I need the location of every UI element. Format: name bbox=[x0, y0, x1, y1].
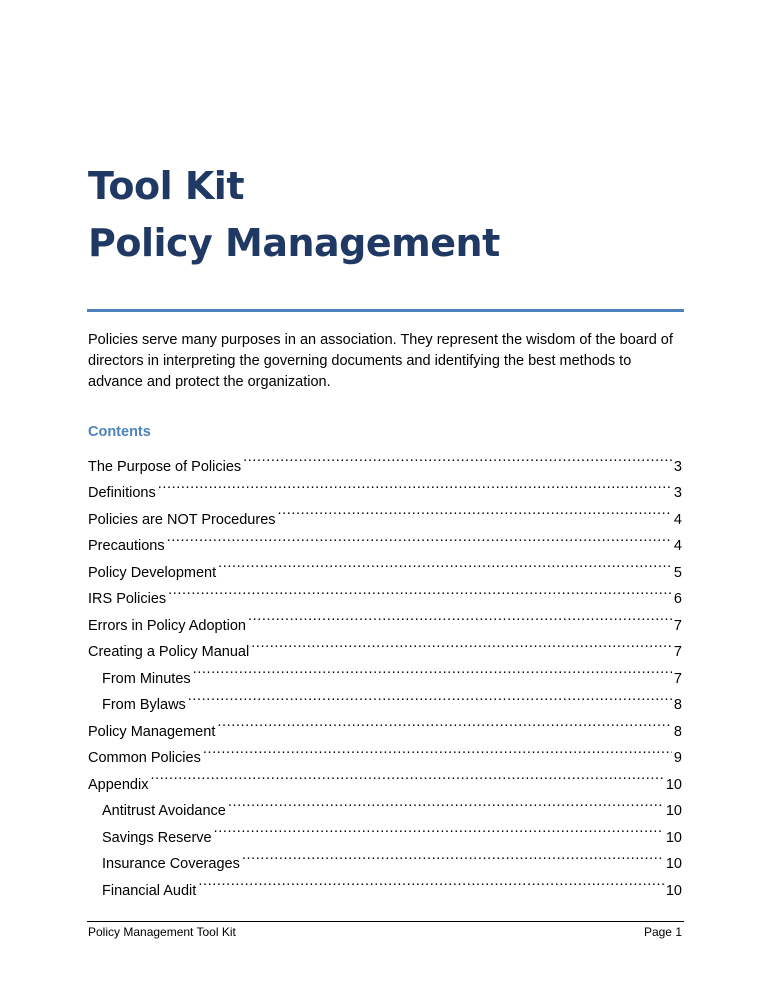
toc-dot-leader bbox=[218, 550, 672, 577]
toc-entry-label: From Bylaws bbox=[102, 697, 186, 713]
toc-entry-page: 10 bbox=[665, 829, 682, 846]
toc-entry[interactable] bbox=[88, 577, 682, 607]
toc-dot-leader bbox=[228, 789, 664, 816]
footer-divider bbox=[87, 921, 684, 922]
toc-entry-page: 8 bbox=[673, 697, 682, 713]
toc-dot-leader bbox=[167, 524, 672, 551]
toc-entry[interactable] bbox=[88, 789, 682, 819]
toc-entry-label: Precautions bbox=[88, 538, 165, 554]
document-title bbox=[88, 158, 688, 272]
toc-dot-leader bbox=[217, 709, 672, 736]
toc-dot-leader bbox=[188, 683, 672, 710]
toc-entry-page: 10 bbox=[665, 776, 682, 793]
toc-entry-label: Policy Management bbox=[88, 723, 216, 740]
toc-entry-label: The Purpose of Policies bbox=[88, 458, 242, 475]
toc-entry[interactable] bbox=[88, 471, 682, 501]
title-line-2: Policy Management bbox=[88, 221, 500, 265]
toc-entry-page: 3 bbox=[673, 485, 682, 501]
toc-entry-label: Savings Reserve bbox=[102, 829, 212, 846]
toc-entry-label: Insurance Coverages bbox=[102, 856, 240, 872]
toc-entry-page: 6 bbox=[673, 591, 682, 607]
toc-dot-leader bbox=[214, 815, 664, 842]
toc-dot-leader bbox=[242, 842, 664, 869]
toc-entry-label: Antitrust Avoidance bbox=[102, 803, 226, 819]
toc-entry-page: 4 bbox=[673, 511, 682, 528]
toc-dot-leader bbox=[203, 736, 672, 763]
toc-dot-leader bbox=[168, 577, 672, 604]
toc-dot-leader bbox=[198, 868, 664, 895]
toc-entry-page: 7 bbox=[673, 670, 682, 687]
footer-title: Policy Management Tool Kit bbox=[88, 925, 236, 939]
toc-entry-page: 3 bbox=[673, 458, 682, 475]
toc-entry[interactable] bbox=[88, 762, 682, 793]
toc-entry-page: 9 bbox=[673, 750, 682, 766]
toc-entry-label: IRS Policies bbox=[88, 591, 167, 607]
toc-entry[interactable] bbox=[88, 524, 682, 554]
toc-entry-label: Errors in Policy Adoption bbox=[88, 617, 246, 634]
toc-entry-page: 10 bbox=[665, 803, 682, 819]
toc-dot-leader bbox=[193, 656, 672, 683]
toc-entry-page: 4 bbox=[673, 538, 682, 554]
toc-entry-label: Policies are NOT Procedures bbox=[88, 511, 276, 528]
toc-entry-label: Financial Audit bbox=[102, 882, 197, 899]
toc-dot-leader bbox=[158, 471, 672, 498]
toc-entry-page: 10 bbox=[665, 882, 682, 899]
toc-dot-leader bbox=[278, 497, 672, 524]
toc-entry-page: 8 bbox=[673, 723, 682, 740]
table-of-contents bbox=[88, 444, 682, 899]
title-line-1: Tool Kit bbox=[88, 164, 244, 208]
toc-entry[interactable] bbox=[88, 550, 682, 581]
toc-entry-label: Definitions bbox=[88, 485, 156, 501]
title-divider bbox=[87, 309, 684, 312]
toc-entry-page: 7 bbox=[673, 617, 682, 634]
toc-entry[interactable] bbox=[88, 444, 682, 475]
toc-entry-label: Creating a Policy Manual bbox=[88, 644, 250, 660]
toc-entry-page: 7 bbox=[673, 644, 682, 660]
footer-page-number: Page 1 bbox=[643, 925, 682, 939]
toc-dot-leader bbox=[251, 630, 672, 657]
toc-dot-leader bbox=[150, 762, 663, 789]
toc-entry[interactable] bbox=[88, 497, 682, 528]
intro-paragraph: Policies serve many purposes in an association. They represent the wisdom of the board of directors in interpreting the governing documents and identifying the best methods to advance and protect the organization. bbox=[88, 332, 673, 390]
toc-entry-label: Appendix bbox=[88, 776, 149, 793]
toc-entry-label: Policy Development bbox=[88, 564, 217, 581]
toc-entry-label: From Minutes bbox=[102, 670, 191, 687]
toc-entry-page: 10 bbox=[665, 856, 682, 872]
toc-dot-leader bbox=[243, 444, 672, 471]
toc-dot-leader bbox=[248, 603, 672, 630]
toc-entry-page: 5 bbox=[673, 564, 682, 581]
contents-heading: Contents bbox=[88, 424, 151, 440]
toc-entry[interactable] bbox=[88, 603, 682, 634]
toc-entry-label: Common Policies bbox=[88, 750, 201, 766]
